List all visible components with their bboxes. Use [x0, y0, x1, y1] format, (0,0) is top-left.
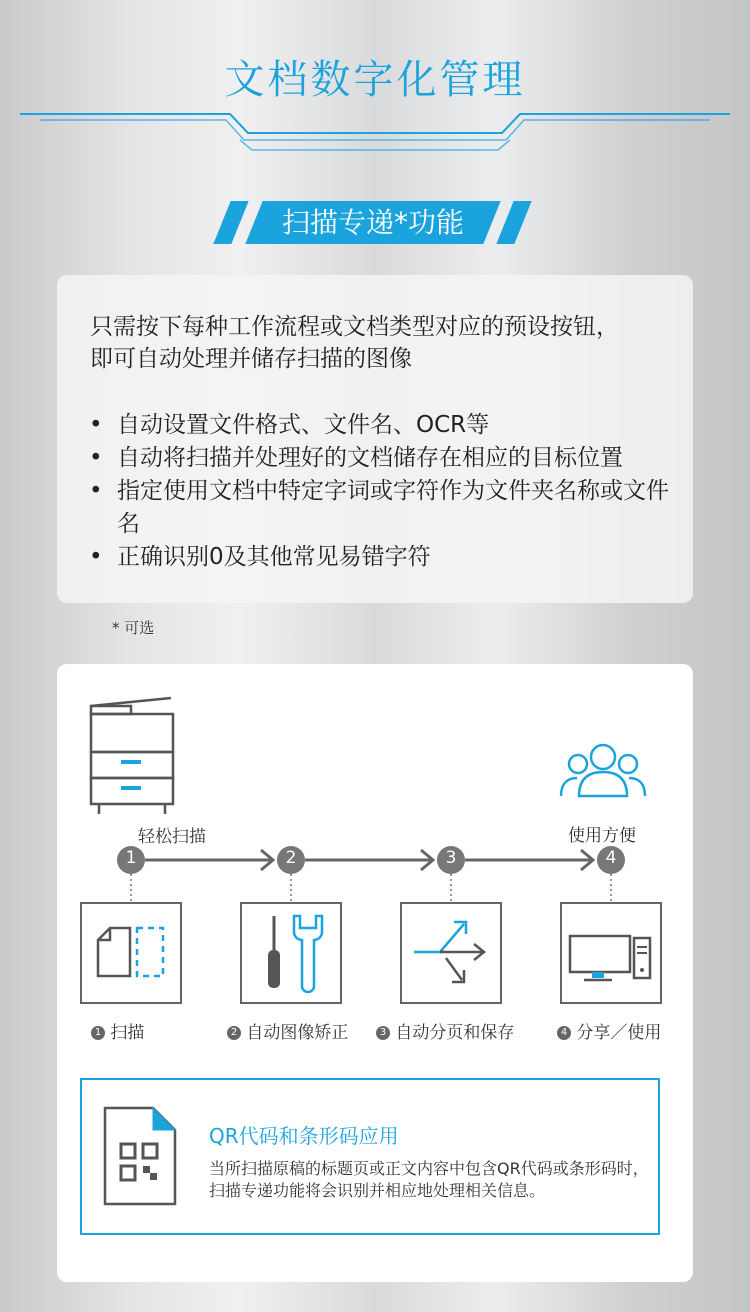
- list-item: • 指定使用文档中特定字词或字符作为文件夹名称或文件名: [89, 478, 669, 537]
- step-3-label: 3 自动分页和保存: [376, 1018, 514, 1043]
- step-4-label: 4 分享／使用: [557, 1018, 661, 1043]
- printer-icon: [85, 694, 181, 814]
- list-item: • 正确识别0及其他常见易错字符: [89, 544, 431, 570]
- qr-title: QR代码和条形码应用: [209, 1124, 399, 1148]
- step-1-number: 1: [125, 848, 137, 868]
- subtitle-stripe-right: [496, 201, 531, 244]
- scan-document-icon: [80, 902, 182, 1004]
- intro-line-1: 只需按下每种工作流程或文档类型对应的预设按钮，: [90, 314, 619, 340]
- feature-list: [85, 409, 685, 574]
- tools-icon: [240, 902, 342, 1004]
- step-3-number: 3: [445, 848, 457, 868]
- easy-scan-label: 轻松扫描: [138, 827, 206, 847]
- split-arrows-icon: [400, 902, 502, 1004]
- section-subtitle: 扫描专递*功能: [245, 201, 500, 244]
- intro-line-2: 即可自动处理并储存扫描的图像: [90, 346, 412, 372]
- intro-text: [90, 311, 619, 375]
- qr-description: 当所扫描原稿的标题页或正文内容中包含QR代码或条形码时，扫描专递功能将会识别并相应地处理相关信息。: [209, 1159, 649, 1200]
- page-title: 文档数字化管理: [224, 57, 526, 103]
- computer-icon: [560, 902, 662, 1004]
- step-2-number: 2: [285, 848, 297, 868]
- qr-document-icon: [103, 1106, 177, 1206]
- list-item: • 自动设置文件格式、文件名、OCR等: [89, 412, 490, 438]
- workflow-card: [57, 664, 693, 1282]
- easy-use-label: 使用方便: [568, 826, 636, 846]
- step-2-label: 2 自动图像矫正: [227, 1018, 348, 1043]
- feature-card: [57, 275, 693, 603]
- title-divider-decoration: [0, 100, 750, 160]
- list-item: • 自动将扫描并处理好的文档储存在相应的目标位置: [89, 445, 623, 471]
- step-4-number: 4: [605, 848, 617, 868]
- step-1-label: 1 扫描: [91, 1018, 144, 1043]
- subtitle-stripe-left: [213, 201, 248, 244]
- optional-note: * 可选: [112, 619, 155, 637]
- users-icon: [559, 740, 647, 800]
